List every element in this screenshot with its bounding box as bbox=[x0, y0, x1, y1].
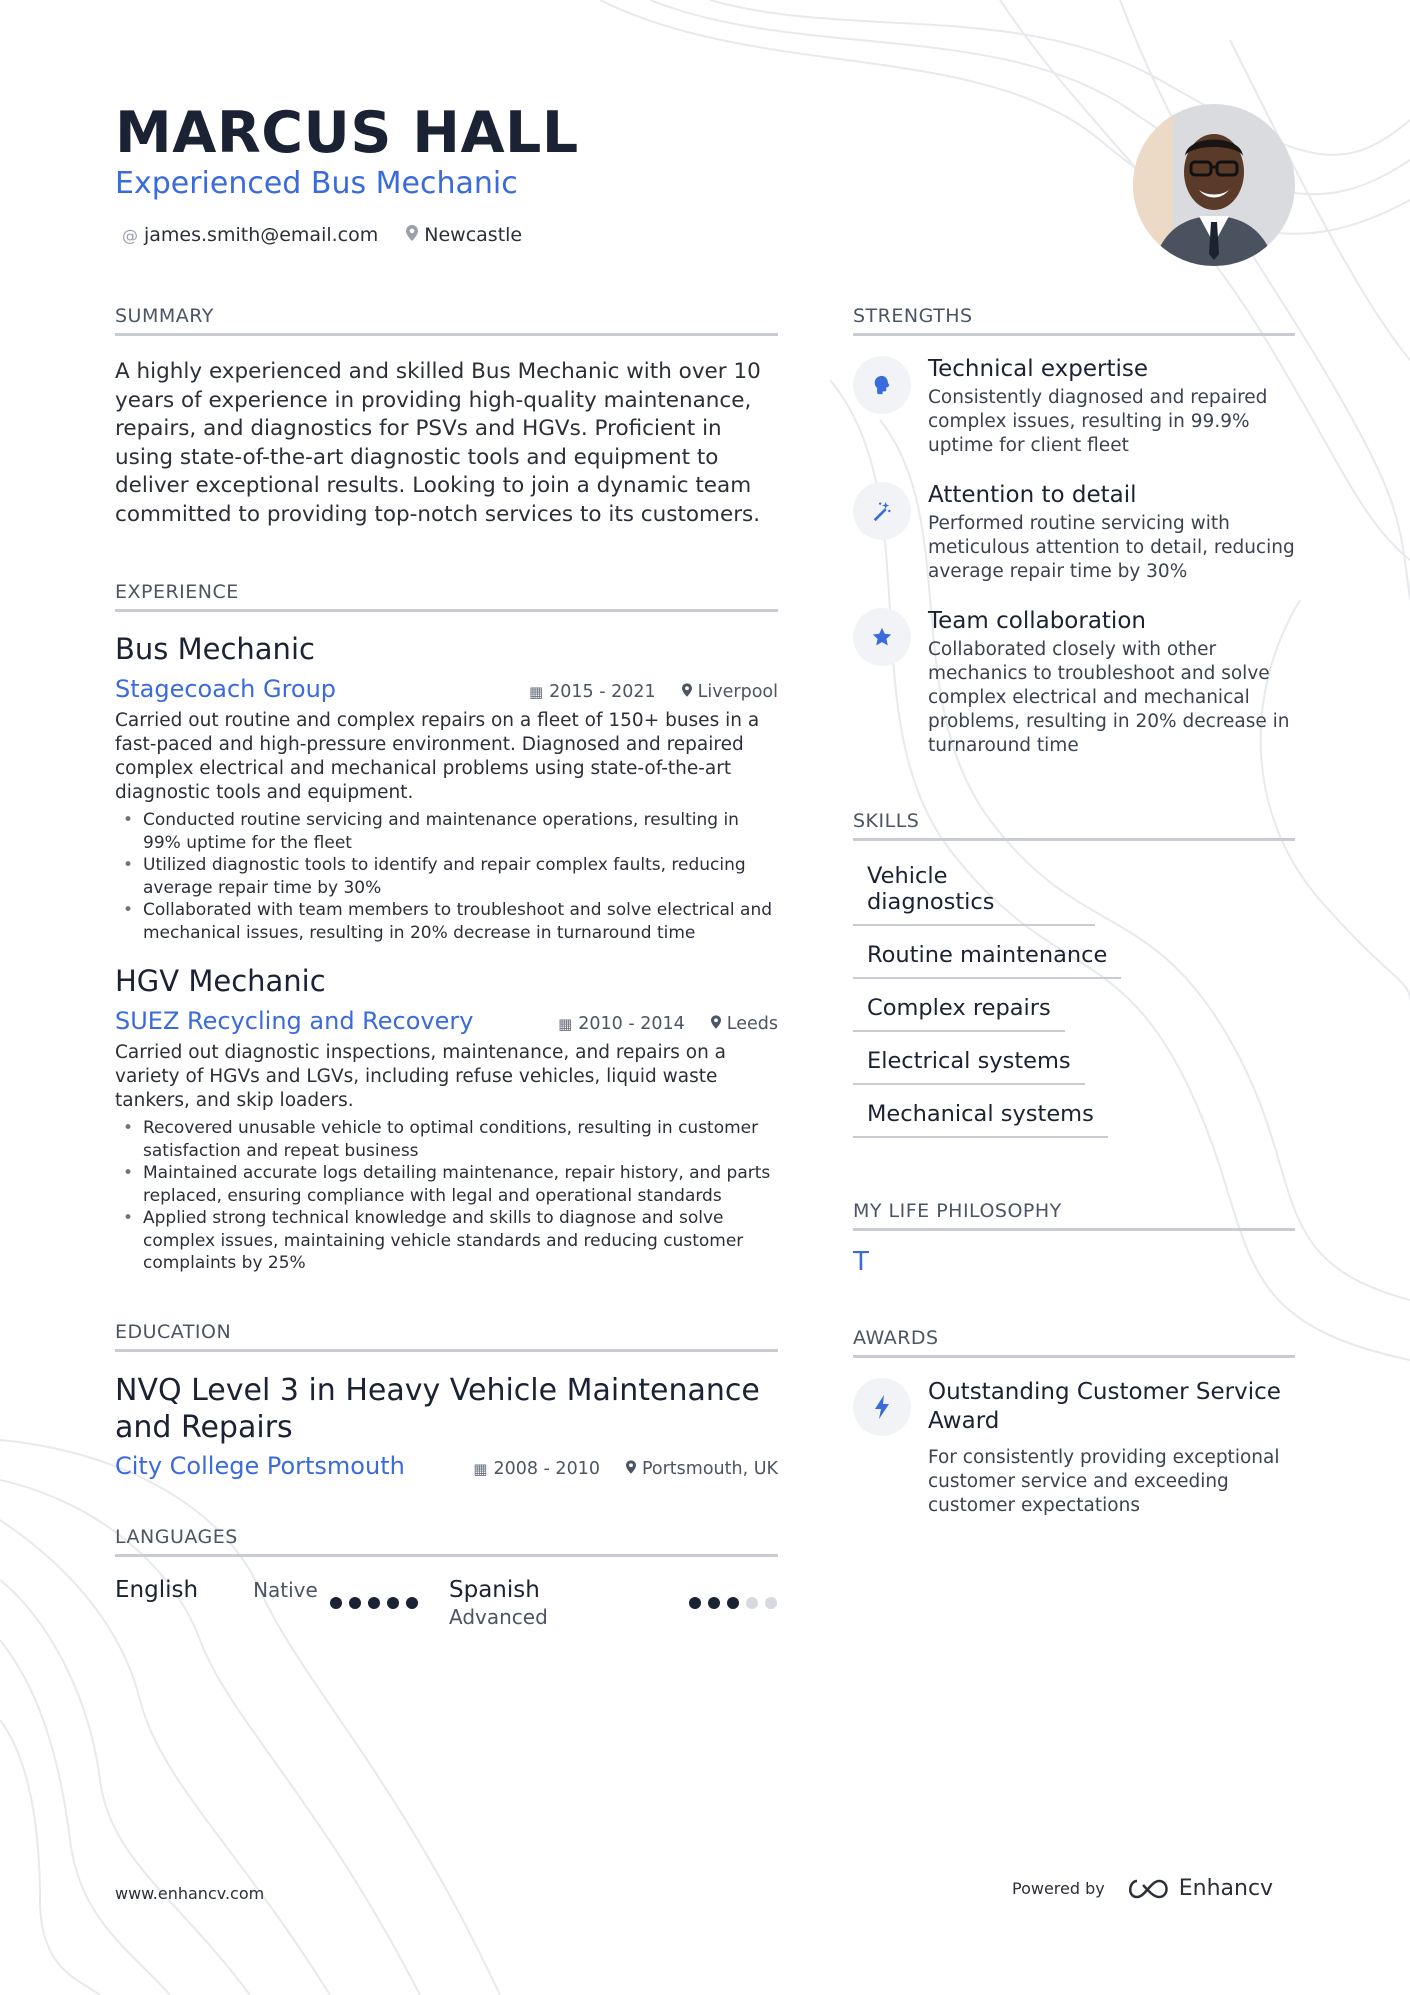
location-pin-icon bbox=[406, 225, 418, 245]
awards-section bbox=[853, 1327, 1295, 1518]
rating-dot bbox=[368, 1597, 380, 1609]
footer-website[interactable]: www.enhancv.com bbox=[115, 1884, 265, 1903]
job-dates bbox=[529, 682, 656, 702]
summary-heading: SUMMARY bbox=[115, 305, 778, 336]
philosophy-section bbox=[853, 1200, 1295, 1277]
strength-item bbox=[853, 356, 1295, 458]
strength-item bbox=[853, 608, 1295, 758]
education-location-text: Portsmouth, UK bbox=[641, 1458, 778, 1479]
skills-section bbox=[853, 810, 1295, 1138]
job-dates bbox=[558, 1014, 685, 1034]
skill-tag: Routine maintenance bbox=[853, 938, 1121, 979]
location-pin-icon bbox=[682, 683, 692, 701]
job-description: Carried out routine and complex repairs on a fleet of 150+ buses in a fast-paced and high-pressure environment. Diagnosed and repaired complex electrical and mechanical problems using state-of-the-art diagnostic tools and equipment. bbox=[115, 710, 760, 803]
language-rating bbox=[689, 1597, 777, 1609]
skill-tag: Mechanical systems bbox=[853, 1097, 1108, 1138]
rating-dot bbox=[727, 1597, 739, 1609]
language-rating bbox=[330, 1577, 418, 1629]
avatar bbox=[1133, 104, 1295, 266]
language-level: Advanced bbox=[449, 1604, 548, 1629]
location-text: Newcastle bbox=[424, 224, 523, 246]
skill-tag: Complex repairs bbox=[853, 991, 1065, 1032]
magic-wand-icon bbox=[853, 482, 911, 540]
rating-dot bbox=[330, 1597, 342, 1609]
job-bullets bbox=[115, 809, 778, 944]
summary-section bbox=[115, 305, 778, 529]
right-column bbox=[853, 305, 1295, 1518]
education-meta bbox=[115, 1452, 778, 1480]
job-bullet: • Collaborated with team members to troubleshoot and solve electrical and mechanical issues, resulting in 20% decrease in turnaround time bbox=[115, 899, 778, 944]
job-entry bbox=[115, 964, 778, 1275]
education-dates bbox=[473, 1459, 600, 1479]
location-pin-icon bbox=[626, 1460, 636, 1478]
job-dates-text: 2010 - 2014 bbox=[578, 1014, 685, 1034]
language-name: English bbox=[115, 1576, 199, 1603]
job-bullet: • Utilized diagnostic tools to identify and repair complex faults, reducing average repair time by 30% bbox=[115, 854, 778, 899]
summary-text: A highly experienced and skilled Bus Mechanic with over 10 years of experience in providing high-quality maintenance, repairs, and diagnostics for PSVs and HGVs. Proficient in using state-of-the-art diagnostic tools and equipment to deliver exceptional results. Looking to join a dynamic team committed to providing top-notch services to its customers. bbox=[115, 359, 761, 527]
skill-tag: Electrical systems bbox=[853, 1044, 1085, 1085]
job-meta bbox=[115, 675, 778, 703]
school-name: City College Portsmouth bbox=[115, 1451, 405, 1480]
job-bullet: • Conducted routine servicing and maintenance operations, resulting in 99% uptime for the fleet bbox=[115, 809, 778, 854]
strength-description: Performed routine servicing with meticulous attention to detail, reducing average repair time by 30% bbox=[928, 513, 1295, 582]
strength-title: Attention to detail bbox=[928, 482, 1137, 508]
left-column bbox=[115, 305, 778, 1629]
star-icon bbox=[853, 608, 911, 666]
job-location bbox=[711, 1014, 778, 1034]
company-name: SUEZ Recycling and Recovery bbox=[115, 1007, 474, 1035]
language-name: Spanish bbox=[449, 1576, 540, 1603]
degree-title: NVQ Level 3 in Heavy Vehicle Maintenance and Repairs bbox=[115, 1372, 760, 1445]
job-meta bbox=[115, 1007, 778, 1035]
languages-section bbox=[115, 1526, 778, 1629]
job-location bbox=[682, 682, 778, 702]
strengths-section bbox=[853, 305, 1295, 758]
job-bullet: • Applied strong technical knowledge and skills to diagnose and solve complex issues, maintaining vehicle standards and reducing customer complaints by 25% bbox=[115, 1207, 778, 1275]
experience-section bbox=[115, 581, 778, 1275]
contact-email[interactable] bbox=[122, 224, 378, 246]
language-level: Native bbox=[253, 1577, 318, 1602]
philosophy-text: T bbox=[853, 1247, 869, 1277]
calendar-icon: ▦ bbox=[558, 1015, 573, 1033]
strength-title: Technical expertise bbox=[928, 356, 1149, 382]
languages-heading: LANGUAGES bbox=[115, 1526, 778, 1557]
language-item bbox=[115, 1577, 446, 1629]
award-title: Outstanding Customer Service Award bbox=[928, 1379, 1281, 1434]
language-item bbox=[446, 1577, 777, 1629]
language-list bbox=[115, 1577, 778, 1629]
candidate-name: MARCUS HALL bbox=[115, 100, 579, 166]
education-location bbox=[626, 1459, 778, 1479]
awards-heading: AWARDS bbox=[853, 1327, 1295, 1358]
calendar-icon: ▦ bbox=[473, 1459, 488, 1478]
job-bullet: • Recovered unusable vehicle to optimal conditions, resulting in customer satisfaction and repeat business bbox=[115, 1117, 778, 1162]
job-bullet: • Maintained accurate logs detailing maintenance, repair history, and parts replaced, ensuring compliance with legal and operational standards bbox=[115, 1162, 778, 1207]
job-meta-details bbox=[529, 682, 778, 702]
rating-dot bbox=[406, 1597, 418, 1609]
strengths-heading: STRENGTHS bbox=[853, 305, 1295, 336]
email-text: james.smith@email.com bbox=[144, 224, 379, 246]
award-item bbox=[853, 1378, 1295, 1518]
job-location-text: Liverpool bbox=[697, 682, 778, 702]
job-dates-text: 2015 - 2021 bbox=[549, 682, 656, 702]
job-meta-details bbox=[558, 1014, 778, 1034]
skills-heading: SKILLS bbox=[853, 810, 1295, 841]
rating-dot bbox=[689, 1597, 701, 1609]
job-location-text: Leeds bbox=[726, 1014, 778, 1034]
strength-description: Consistently diagnosed and repaired complex issues, resulting in 99.9% uptime for client fleet bbox=[928, 387, 1268, 456]
education-meta-details bbox=[473, 1459, 778, 1479]
education-heading: EDUCATION bbox=[115, 1321, 778, 1352]
skill-tag-list bbox=[853, 859, 1295, 1138]
candidate-headline: Experienced Bus Mechanic bbox=[115, 166, 518, 201]
skill-tag: Vehicle diagnostics bbox=[853, 859, 1095, 926]
brain-icon bbox=[853, 356, 911, 414]
rating-dot bbox=[708, 1597, 720, 1609]
job-bullets bbox=[115, 1117, 778, 1275]
brand-name: Enhancv bbox=[1178, 1876, 1274, 1901]
philosophy-heading: MY LIFE PHILOSOPHY bbox=[853, 1200, 1295, 1231]
rating-dot bbox=[765, 1597, 777, 1609]
strength-item bbox=[853, 482, 1295, 584]
enhancv-logo-icon bbox=[1125, 1877, 1171, 1901]
award-description: For consistently providing exceptional customer service and exceeding customer expectations bbox=[928, 1447, 1280, 1516]
lightning-icon bbox=[853, 1378, 911, 1436]
strength-title: Team collaboration bbox=[928, 608, 1146, 634]
job-description: Carried out diagnostic inspections, maintenance, and repairs on a variety of HGVs and LGVs, including refuse vehicles, liquid waste tankers, and skip loaders. bbox=[115, 1042, 727, 1111]
powered-by-label: Powered by bbox=[1012, 1879, 1105, 1898]
experience-heading: EXPERIENCE bbox=[115, 581, 778, 612]
rating-dot bbox=[387, 1597, 399, 1609]
contact-info bbox=[122, 224, 522, 246]
job-title: Bus Mechanic bbox=[115, 632, 315, 666]
at-sign-icon: @ bbox=[122, 225, 138, 245]
job-entry bbox=[115, 632, 778, 944]
job-title: HGV Mechanic bbox=[115, 964, 326, 998]
footer-branding bbox=[1012, 1876, 1273, 1901]
company-name: Stagecoach Group bbox=[115, 675, 337, 703]
contact-location bbox=[406, 224, 522, 246]
education-dates-text: 2008 - 2010 bbox=[493, 1458, 600, 1479]
rating-dot bbox=[746, 1597, 758, 1609]
calendar-icon: ▦ bbox=[528, 683, 544, 701]
education-section bbox=[115, 1321, 778, 1480]
strength-description: Collaborated closely with other mechanics to troubleshoot and solve complex electrical and mechanical problems, resulting in 20% decrease in turnaround time bbox=[928, 639, 1290, 756]
brand-logo[interactable] bbox=[1125, 1876, 1273, 1901]
location-pin-icon bbox=[711, 1015, 721, 1033]
rating-dot bbox=[349, 1597, 361, 1609]
